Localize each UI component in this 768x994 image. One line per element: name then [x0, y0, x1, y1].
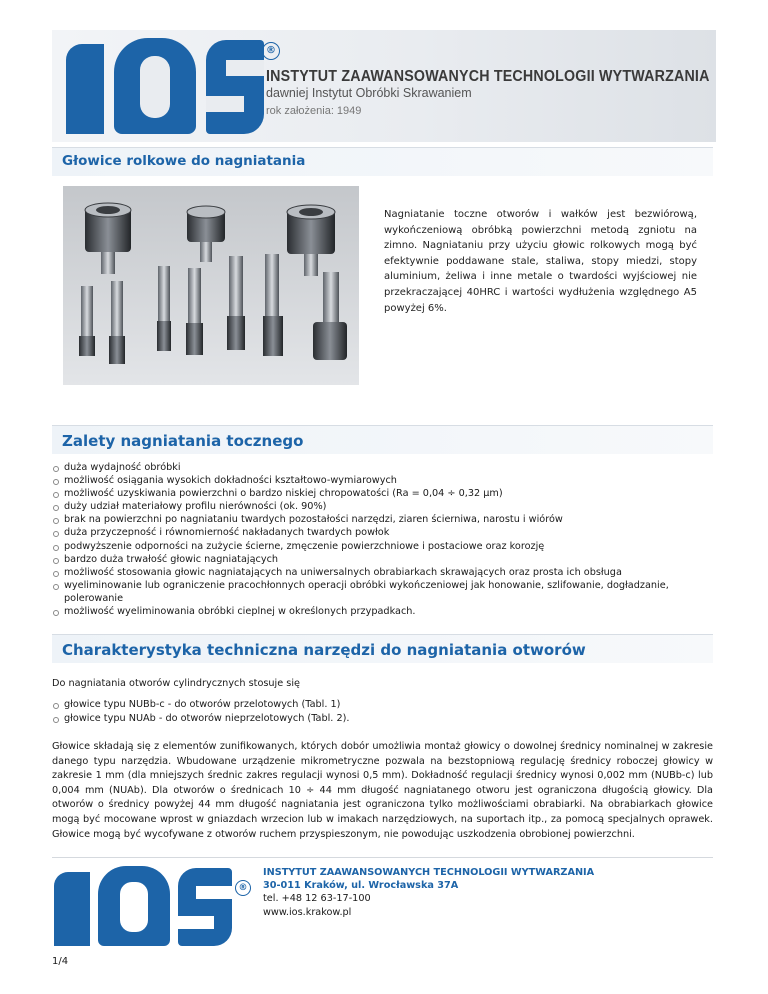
- list-item: brak na powierzchni po nagniataniu twardych pozostałości narzędzi, ziaren ścierniwa, narostu i wiórów: [52, 513, 702, 526]
- footer-contact: [263, 866, 594, 919]
- footer-address: 30-011 Kraków, ul. Wrocławska 37A: [263, 880, 459, 892]
- section-header-advantages: [52, 425, 713, 454]
- characteristics-body: Głowice składają się z elementów zunifikowanych, których dobór umożliwia montaż głowicy o dowolnej średnicy nominalnej w zakresie danego typu narzędzia. Wbudowane urządzenie mikrometryczne pozwala na bezstopniową regulację średnicy roboczej głowicy w zakresie 1 mm (dla mniejszych średnic zakres regulacji wynosi 0,5 mm). Dokładność regulacji średnicy wynosi 0,002 mm (NUBb-c) lub 0,004 mm (NUAb). Dla otworów o średnicach 10 ÷ 44 mm długość nagniatanego otworu jest ograniczona długością głowicy. Dla otworów o średnicy powyżej 44 mm długość nagniatania jest ograniczona tylko możliwościami obrabiarki. Na obrabiarkach głowice mogą być mocowane wprost w gniazdach wrzecion lub w imakach narzędziowych, na suportach itp., za pomocą specjalnych oprawek. Głowice mogą być wycofywane z otworów ruchem przyspieszonym, nie powodując uszkodzenia obrobionej powierzchni.: [52, 741, 713, 840]
- advantages-list: [52, 461, 702, 618]
- section-title: Głowice rolkowe do nagniatania: [62, 153, 306, 169]
- tool-types-list: [52, 698, 702, 726]
- former-name: dawniej Instytut Obróbki Skrawaniem: [266, 86, 472, 100]
- footer-phone: tel. +48 12 63-17-100: [263, 893, 371, 905]
- roller-burnishing-heads-photo: [63, 186, 359, 385]
- list-item: duży udział materiałowy profilu nierówności (ok. 90%): [52, 500, 702, 513]
- intro-paragraph: Nagniatanie toczne otworów i wałków jest bezwiórową, wykończeniową obróbką powierzchni metodą zgniotu na zimno. Nagniataniu przy użyciu głowic rolkowych mogą być efektywnie poddawane stale, staliwa, stopy miedzi, stopy aluminium, żeliwa i inne metale o twardości wyjściowej nie przekraczającej 40HRC i wartości wydłużenia względnego A5 powyżej 6%.: [384, 209, 697, 314]
- footer-divider: [52, 857, 713, 858]
- footer-institute-name: INSTYTUT ZAAWANSOWANYCH TECHNOLOGII WYTWARZANIA: [263, 867, 595, 878]
- page-header: [52, 30, 716, 142]
- list-item: możliwość stosowania głowic nagniatających na uniwersalnych obrabiarkach skrawających oraz prosta ich obsługa: [52, 566, 702, 579]
- list-item: możliwość uzyskiwania powierzchni o bardzo niskiej chropowatości (Ra = 0,04 ÷ 0,32 µm): [52, 487, 702, 500]
- list-item: wyeliminowanie lub ograniczenie pracochłonnych operacji obróbki wykończeniowej jak honowanie, szlifowanie, dogładzanie, polerowanie: [52, 579, 702, 605]
- list-item: podwyższenie odporności na zużycie ścierne, zmęczenie powierzchniowe i postaciowe oraz korozję: [52, 540, 702, 553]
- section-header-technical-characteristics: [52, 634, 713, 663]
- footer-logo: [52, 866, 257, 946]
- section-title: Charakterystyka techniczna narzędzi do nagniatania otworów: [62, 641, 586, 659]
- list-item: głowice typu NUBb-c - do otworów przelotowych (Tabl. 1): [52, 698, 702, 712]
- list-item: możliwość osiągania wysokich dokładności kształtowo-wymiarowych: [52, 474, 702, 487]
- list-item: duża wydajność obróbki: [52, 461, 702, 474]
- list-item: duża przyczepność i równomierność nakładanych twardych powłok: [52, 526, 702, 539]
- section-header-burnishing-heads: [52, 147, 713, 176]
- founded-year: rok założenia: 1949: [266, 105, 362, 117]
- list-item: możliwość wyeliminowania obróbki cieplnej w określonych przypadkach.: [52, 605, 702, 618]
- institute-name: INSTYTUT ZAAWANSOWANYCH TECHNOLOGII WYTWARZANIA: [266, 68, 710, 85]
- section-title: Zalety nagniatania tocznego: [62, 432, 304, 450]
- list-item: głowice typu NUAb - do otworów nieprzelotowych (Tabl. 2).: [52, 712, 702, 726]
- registered-mark: ®: [262, 42, 280, 60]
- registered-mark: ®: [235, 880, 251, 896]
- ios-logo: [66, 38, 262, 134]
- list-item: bardzo duża trwałość głowic nagniatających: [52, 553, 702, 566]
- page-number: 1/4: [52, 956, 69, 967]
- characteristics-intro: Do nagniatania otworów cylindrycznych stosuje się: [52, 678, 300, 689]
- footer-website[interactable]: www.ios.krakow.pl: [263, 906, 352, 918]
